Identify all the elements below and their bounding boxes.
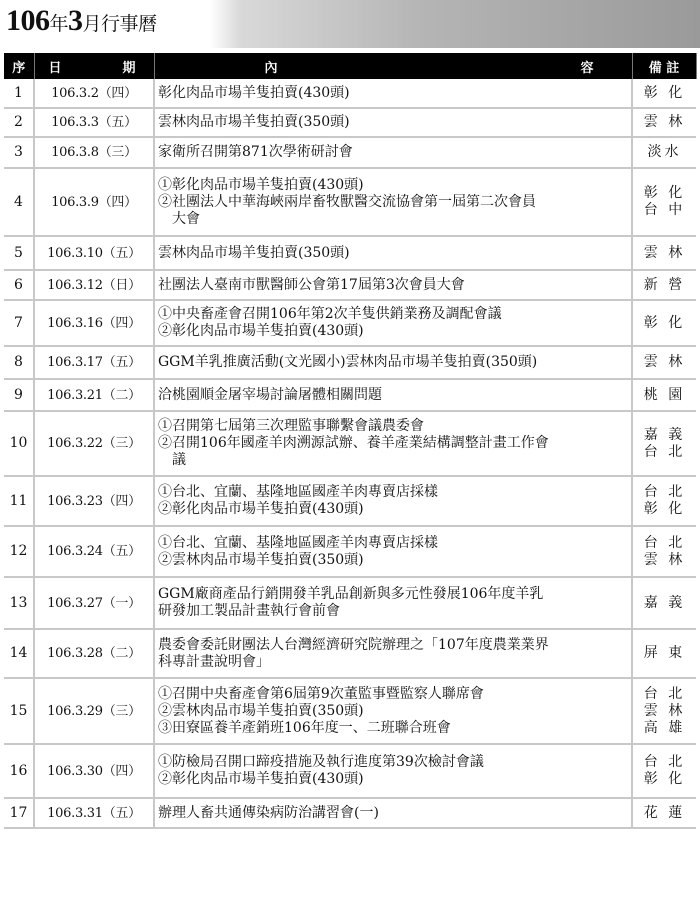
content-line: ②雲林肉品市場羊隻拍賣(350頭) <box>158 702 364 719</box>
row-date: 106.3.23（四） <box>34 476 154 526</box>
header-date <box>34 53 154 79</box>
header-content-a: 內 <box>264 60 278 76</box>
row-content <box>154 678 632 744</box>
row-date: 106.3.27（一） <box>34 577 154 629</box>
table-row <box>4 79 696 108</box>
note-line: 高 雄 <box>643 719 686 736</box>
row-content <box>154 236 632 270</box>
row-date: 106.3.21（二） <box>34 379 154 411</box>
row-content <box>154 300 632 346</box>
note-line: 嘉 義 <box>643 594 686 611</box>
row-content <box>154 379 632 411</box>
row-date: 106.3.29（三） <box>34 678 154 744</box>
row-note <box>632 798 696 828</box>
table-row <box>4 168 696 236</box>
table-row <box>4 108 696 137</box>
note-line: 彰 化 <box>643 501 686 517</box>
row-number: 13 <box>4 577 34 629</box>
row-date: 106.3.17（五） <box>34 346 154 379</box>
content-line: ②彰化肉品市場羊隻拍賣(430頭) <box>158 323 364 339</box>
note-line: 淡水 <box>647 144 682 160</box>
row-number: 15 <box>4 678 34 744</box>
row-content <box>154 79 632 108</box>
row-content <box>154 526 632 577</box>
row-note <box>632 678 696 744</box>
table-row <box>4 744 696 798</box>
row-number: 1 <box>4 79 34 108</box>
row-date: 106.3.22（三） <box>34 411 154 476</box>
row-number: 3 <box>4 137 34 168</box>
content-line: 農委會委託財團法人台灣經濟研究院辦理之「107年度農業業界 <box>158 636 549 653</box>
row-date: 106.3.3（五） <box>34 108 154 137</box>
note-line: 雲 林 <box>643 354 686 370</box>
header-content-b: 容 <box>580 60 594 76</box>
header-content <box>154 53 632 79</box>
row-date: 106.3.31（五） <box>34 798 154 828</box>
row-note <box>632 476 696 526</box>
content-line: 彰化肉品市場羊隻拍賣(430頭) <box>158 84 350 101</box>
content-line: 雲林肉品市場羊隻拍賣(350頭) <box>158 114 350 130</box>
content-line: GGM羊乳推廣活動(文光國小)雲林肉品市場羊隻拍賣(350頭) <box>158 354 538 370</box>
row-date: 106.3.12（日） <box>34 270 154 300</box>
content-line: ①防檢局召開口蹄疫措施及執行進度第39次檢討會議 <box>158 754 484 770</box>
row-number: 5 <box>4 236 34 270</box>
row-content <box>154 108 632 137</box>
row-number: 17 <box>4 798 34 828</box>
row-note <box>632 629 696 678</box>
row-number: 12 <box>4 526 34 577</box>
content-line: 洽桃園順金屠宰場討論屠體相關問題 <box>158 386 382 403</box>
content-line: ①台北、宜蘭、基隆地區國產羊肉專賣店採樣 <box>158 484 438 500</box>
row-content <box>154 270 632 300</box>
content-line: 研發加工製品計畫執行會前會 <box>158 603 340 619</box>
row-number: 2 <box>4 108 34 137</box>
row-number: 11 <box>4 476 34 526</box>
calendar-table <box>4 53 697 829</box>
note-line: 台 北 <box>643 534 686 551</box>
row-note <box>632 137 696 168</box>
note-line: 桃 園 <box>643 386 686 403</box>
table-row <box>4 270 696 300</box>
header-note: 備 註 <box>632 53 696 79</box>
row-number: 7 <box>4 300 34 346</box>
note-line: 台 北 <box>643 443 686 460</box>
note-line: 雲 林 <box>643 114 686 130</box>
note-line: 屏 東 <box>643 645 686 661</box>
table-row <box>4 411 696 476</box>
content-line: ③田寮區養羊產銷班106年度一、二班聯合班會 <box>158 719 451 736</box>
row-date: 106.3.30（四） <box>34 744 154 798</box>
row-date: 106.3.2（四） <box>34 79 154 108</box>
row-content <box>154 798 632 828</box>
title-month: 3 <box>68 4 83 37</box>
content-line: 科專計畫說明會」 <box>158 653 270 670</box>
table-row <box>4 379 696 411</box>
row-note <box>632 379 696 411</box>
content-line: ②彰化肉品市場羊隻拍賣(430頭) <box>158 771 364 787</box>
header-date-a: 日 <box>48 60 62 76</box>
row-note <box>632 79 696 108</box>
row-number: 10 <box>4 411 34 476</box>
table-row <box>4 137 696 168</box>
title-year: 106 <box>6 4 50 37</box>
note-line: 彰 化 <box>643 771 686 787</box>
table-row <box>4 526 696 577</box>
row-content <box>154 137 632 168</box>
header-date-b: 期 <box>122 60 136 76</box>
row-date: 106.3.16（四） <box>34 300 154 346</box>
table-row <box>4 577 696 629</box>
row-note <box>632 236 696 270</box>
row-content <box>154 744 632 798</box>
row-date: 106.3.9（四） <box>34 168 154 236</box>
content-line: GGM廠商產品行銷開發羊乳品創新與多元性發展106年度羊乳 <box>158 586 544 602</box>
content-line: 議 <box>158 452 186 468</box>
row-number: 8 <box>4 346 34 379</box>
content-line: ①召開第七屆第三次理監事聯繫會議農委會 <box>158 418 424 434</box>
title-year-suffix: 年 <box>49 14 69 35</box>
row-content <box>154 577 632 629</box>
row-content <box>154 629 632 678</box>
content-line: ①彰化肉品市場羊隻拍賣(430頭) <box>158 176 364 193</box>
row-note <box>632 744 696 798</box>
page-title <box>6 4 157 38</box>
note-line: 花 蓮 <box>643 804 686 821</box>
note-line: 彰 化 <box>643 185 686 201</box>
note-line: 彰 化 <box>643 84 686 101</box>
row-date: 106.3.28（二） <box>34 629 154 678</box>
content-line: ①台北、宜蘭、基隆地區國產羊肉專賣店採樣 <box>158 534 438 551</box>
content-line: ②彰化肉品市場羊隻拍賣(430頭) <box>158 501 364 517</box>
row-number: 14 <box>4 629 34 678</box>
note-line: 台 北 <box>643 754 686 770</box>
content-line: 大會 <box>158 210 200 227</box>
content-line: ②召開106年國產羊肉溯源試辦、養羊產業結構調整計畫工作會 <box>158 435 549 451</box>
note-line: 雲 林 <box>643 702 686 719</box>
row-note <box>632 411 696 476</box>
row-note <box>632 270 696 300</box>
note-line: 台 中 <box>643 202 686 218</box>
header-num: 序 <box>4 53 34 79</box>
table-header-row <box>4 53 696 79</box>
row-content <box>154 346 632 379</box>
table-row <box>4 300 696 346</box>
row-content <box>154 476 632 526</box>
row-number: 6 <box>4 270 34 300</box>
table-row <box>4 476 696 526</box>
note-line: 台 北 <box>643 685 686 702</box>
note-line: 雲 林 <box>643 244 686 261</box>
note-line: 台 北 <box>643 484 686 500</box>
row-note <box>632 346 696 379</box>
content-line: 雲林肉品市場羊隻拍賣(350頭) <box>158 244 350 261</box>
row-number: 9 <box>4 379 34 411</box>
content-line: ②雲林肉品市場羊隻拍賣(350頭) <box>158 551 364 568</box>
content-line: ①中央畜產會召開106年第2次羊隻供銷業務及調配會議 <box>158 306 502 322</box>
row-date: 106.3.10（五） <box>34 236 154 270</box>
row-note <box>632 577 696 629</box>
row-date: 106.3.24（五） <box>34 526 154 577</box>
table-row <box>4 236 696 270</box>
content-line: ①召開中央畜產會第6屆第9次董監事暨監察人聯席會 <box>158 685 484 702</box>
content-line: 辦理人畜共通傳染病防治講習會(一) <box>158 804 379 821</box>
table-row <box>4 798 696 828</box>
row-note <box>632 300 696 346</box>
content-line: 社團法人臺南市獸醫師公會第17屆第3次會員大會 <box>158 276 465 293</box>
note-line: 新 營 <box>643 276 686 293</box>
row-content <box>154 168 632 236</box>
row-note <box>632 526 696 577</box>
row-date: 106.3.8（三） <box>34 137 154 168</box>
note-line: 雲 林 <box>643 551 686 568</box>
table-row <box>4 346 696 379</box>
row-note <box>632 108 696 137</box>
row-number: 4 <box>4 168 34 236</box>
note-line: 嘉 義 <box>643 426 686 443</box>
content-line: ②社團法人中華海峽兩岸畜牧獸醫交流協會第一屆第二次會員 <box>158 193 536 210</box>
row-number: 16 <box>4 744 34 798</box>
content-line: 家衛所召開第871次學術研討會 <box>158 144 353 160</box>
row-note <box>632 168 696 236</box>
table-row <box>4 678 696 744</box>
row-content <box>154 411 632 476</box>
note-line: 彰 化 <box>643 314 686 331</box>
title-month-suffix: 月行事曆 <box>82 14 157 35</box>
table-row <box>4 629 696 678</box>
